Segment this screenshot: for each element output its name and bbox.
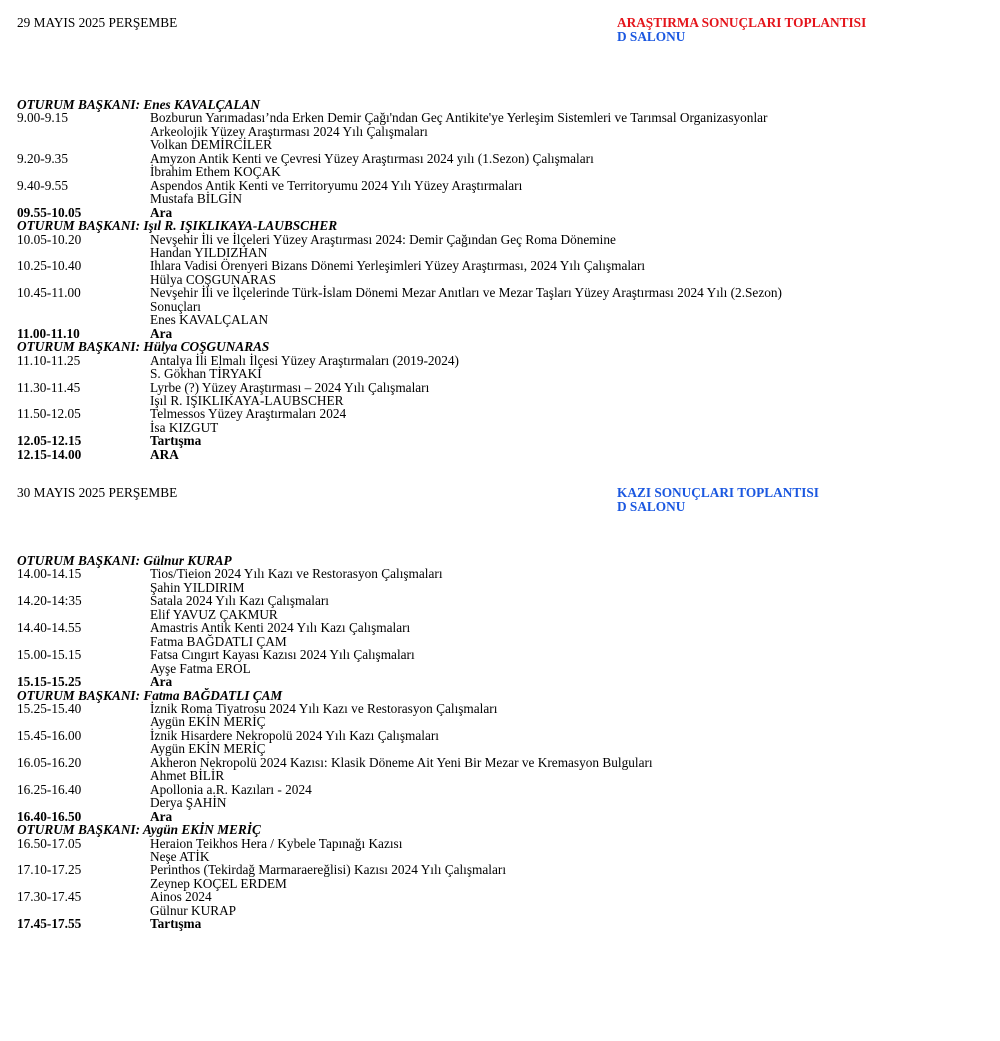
break-label: Ara xyxy=(150,325,173,341)
talk-title-line: Sonuçları xyxy=(150,298,201,314)
talk-details xyxy=(150,837,987,864)
talk-title-line: Ainos 2024 xyxy=(150,889,212,905)
talk-row xyxy=(17,407,987,434)
speaker-name: Enes KAVALÇALAN xyxy=(150,312,269,328)
session-chair: OTURUM BAŞKANI: Enes KAVALÇALAN xyxy=(17,97,260,112)
day1-date: 29 MAYIS 2025 PERŞEMBE xyxy=(17,15,178,30)
talk-time: 14.00-14.15 xyxy=(17,566,82,582)
speaker-name: Neşe ATİK xyxy=(150,848,210,864)
talk-details xyxy=(150,567,987,594)
talk-title-line: Nevşehir İli ve İlçelerinde Türk-İslam Dönemi Mezar Anıtları ve Mezar Taşları Yüzey Araştırması 2024 Yılı (2.Sezon) xyxy=(150,285,782,301)
speaker-name: Hülya COŞGUNARAS xyxy=(150,271,276,287)
day2-date: 30 MAYIS 2025 PERŞEMBE xyxy=(17,485,178,500)
talk-time: 17.30-17.45 xyxy=(17,889,82,905)
day2-section xyxy=(17,486,987,931)
talk-details xyxy=(150,648,987,675)
break-row xyxy=(17,810,987,823)
break-time: 11.00-11.10 xyxy=(17,325,80,341)
talk-time: 10.05-10.20 xyxy=(17,231,82,247)
talk-time: 9.20-9.35 xyxy=(17,150,68,166)
talk-row xyxy=(17,621,987,648)
break-time: 12.15-14.00 xyxy=(17,446,82,462)
talk-time: 16.05-16.20 xyxy=(17,754,82,770)
talk-title-line: Fatsa Cıngırt Kayası Kazısı 2024 Yılı Çalışmaları xyxy=(150,647,415,663)
talk-time: 15.25-15.40 xyxy=(17,700,82,716)
day2-hall: D SALONU xyxy=(617,499,686,514)
break-row xyxy=(17,917,987,930)
talk-row xyxy=(17,179,987,206)
talk-details xyxy=(150,756,987,783)
talk-row xyxy=(17,729,987,756)
talk-details xyxy=(150,286,987,326)
talk-title-line: Akheron Nekropolü 2024 Kazısı: Klasik Döneme Ait Yeni Bir Mezar ve Kremasyon Bulguları xyxy=(150,754,653,770)
talk-time: 9.40-9.55 xyxy=(17,177,68,193)
talk-title-line: Lyrbe (?) Yüzey Araştırması – 2024 Yılı Çalışmaları xyxy=(150,379,430,395)
break-label: Tartışma xyxy=(150,433,202,449)
day1-title-block xyxy=(617,16,866,44)
talk-details xyxy=(150,233,987,260)
talk-time: 15.00-15.15 xyxy=(17,647,82,663)
talk-row xyxy=(17,354,987,381)
talk-title-line: Amastris Antik Kenti 2024 Yılı Kazı Çalışmaları xyxy=(150,620,411,636)
talk-title-line: İznik Hisardere Nekropolü 2024 Yılı Kazı Çalışmaları xyxy=(150,727,439,743)
speaker-name: Fatma BAĞDATLI ÇAM xyxy=(150,633,287,649)
talk-details xyxy=(150,381,987,408)
talk-title-line: Ihlara Vadisi Örenyeri Bizans Dönemi Yerleşimleri Yüzey Araştırması, 2024 Yılı Çalışmaları xyxy=(150,258,646,274)
day2-title-block xyxy=(617,486,819,514)
break-label: Ara xyxy=(150,674,173,690)
talk-title-line: Aspendos Antik Kenti ve Territoryumu 2024 Yılı Yüzey Araştırmaları xyxy=(150,177,523,193)
break-label: ARA xyxy=(150,446,179,462)
talk-details xyxy=(150,621,987,648)
talk-details xyxy=(150,729,987,756)
speaker-name: Derya ŞAHİN xyxy=(150,795,227,811)
talk-time: 9.00-9.15 xyxy=(17,110,68,126)
talk-row xyxy=(17,837,987,864)
talk-details xyxy=(150,354,987,381)
talk-title-line: Apollonia a.R. Kazıları - 2024 xyxy=(150,781,312,797)
talk-row xyxy=(17,286,987,326)
break-time: 09.55-10.05 xyxy=(17,204,82,220)
talk-details xyxy=(150,111,987,151)
talk-title-line: Satala 2024 Yılı Kazı Çalışmaları xyxy=(150,593,329,609)
talk-row xyxy=(17,259,987,286)
talk-row xyxy=(17,152,987,179)
talk-details xyxy=(150,259,987,286)
break-row xyxy=(17,448,987,461)
talk-title-line: İznik Roma Tiyatrosu 2024 Yılı Kazı ve Restorasyon Çalışmaları xyxy=(150,700,498,716)
speaker-name: Şahin YILDIRIM xyxy=(150,579,245,595)
break-label: Ara xyxy=(150,204,173,220)
talk-time: 14.20-14:35 xyxy=(17,593,82,609)
talk-details xyxy=(150,594,987,621)
speaker-name: Handan YILDIZHAN xyxy=(150,244,268,260)
talk-details xyxy=(150,890,987,917)
break-row xyxy=(17,327,987,340)
day2-meeting-title: KAZI SONUÇLARI TOPLANTISI xyxy=(617,485,819,500)
talk-time: 10.25-10.40 xyxy=(17,258,82,274)
speaker-name: Mustafa BİLGİN xyxy=(150,191,242,207)
speaker-name: S. Gökhan TİRYAKİ xyxy=(150,366,262,382)
talk-time: 17.10-17.25 xyxy=(17,862,82,878)
talk-title-line: Tios/Tieion 2024 Yılı Kazı ve Restorasyon Çalışmaları xyxy=(150,566,443,582)
session-chair: OTURUM BAŞKANI: Fatma BAĞDATLI ÇAM xyxy=(17,687,283,703)
break-time: 12.05-12.15 xyxy=(17,433,82,449)
talk-time: 16.25-16.40 xyxy=(17,781,82,797)
talk-title-line: Nevşehir İli ve İlçeleri Yüzey Araştırması 2024: Demir Çağından Geç Roma Dönemine xyxy=(150,231,616,247)
break-row xyxy=(17,434,987,447)
talk-row xyxy=(17,648,987,675)
break-label: Tartışma xyxy=(150,916,202,932)
talk-details xyxy=(150,407,987,434)
talk-row xyxy=(17,702,987,729)
talk-row xyxy=(17,233,987,260)
talk-details xyxy=(150,152,987,179)
talk-row xyxy=(17,863,987,890)
session-chair: OTURUM BAŞKANI: Aygün EKİN MERİÇ xyxy=(17,822,261,838)
speaker-name: İbrahim Ethem KOÇAK xyxy=(150,164,281,180)
day1-schedule xyxy=(17,98,987,461)
talk-row xyxy=(17,567,987,594)
break-time: 15.15-15.25 xyxy=(17,674,82,690)
speaker-name: İsa KIZGUT xyxy=(150,419,219,435)
talk-time: 11.30-11.45 xyxy=(17,379,81,395)
talk-details xyxy=(150,179,987,206)
session-chair: OTURUM BAŞKANI: Hülya COŞGUNARAS xyxy=(17,339,270,355)
speaker-name: Aygün EKİN MERİÇ xyxy=(150,714,266,730)
talk-time: 16.50-17.05 xyxy=(17,835,82,851)
talk-title-line: Amyzon Antik Kenti ve Çevresi Yüzey Araştırması 2024 yılı (1.Sezon) Çalışmaları xyxy=(150,150,594,166)
talk-row xyxy=(17,111,987,151)
talk-row xyxy=(17,381,987,408)
day1-hall: D SALONU xyxy=(617,29,686,44)
talk-title-line: Arkeolojik Yüzey Araştırması 2024 Yılı Çalışmaları xyxy=(150,123,428,139)
talk-row xyxy=(17,756,987,783)
talk-title-line: Bozburun Yarımadası’nda Erken Demir Çağı'ndan Geç Antikite'ye Yerleşim Sistemleri ve Tarımsal Organizasyonlar xyxy=(150,110,768,126)
break-time: 17.45-17.55 xyxy=(17,916,82,932)
break-row xyxy=(17,675,987,688)
talk-time: 10.45-11.00 xyxy=(17,285,81,301)
speaker-name: Ayşe Fatma EROL xyxy=(150,660,251,676)
day1-section xyxy=(17,16,987,461)
break-row xyxy=(17,206,987,219)
break-time: 16.40-16.50 xyxy=(17,808,82,824)
talk-time: 15.45-16.00 xyxy=(17,727,82,743)
day1-meeting-title: ARAŞTIRMA SONUÇLARI TOPLANTISI xyxy=(617,15,867,30)
speaker-name: Elif YAVUZ ÇAKMUR xyxy=(150,606,278,622)
talk-row xyxy=(17,594,987,621)
speaker-name: Zeynep KOÇEL ERDEM xyxy=(150,875,287,891)
talk-details xyxy=(150,783,987,810)
day1-header xyxy=(17,16,987,56)
talk-time: 14.40-14.55 xyxy=(17,620,82,636)
talk-details xyxy=(150,863,987,890)
talk-row xyxy=(17,890,987,917)
speaker-name: Volkan DEMİRCİLER xyxy=(150,137,273,153)
talk-title-line: Antalya İli Elmalı İlçesi Yüzey Araştırmaları (2019-2024) xyxy=(150,352,459,368)
session-chair: OTURUM BAŞKANI: Işıl R. IŞIKLIKAYA-LAUBSCHER xyxy=(17,218,338,234)
day2-header xyxy=(17,486,987,526)
session-chair: OTURUM BAŞKANI: Gülnur KURAP xyxy=(17,553,232,568)
talk-details xyxy=(150,702,987,729)
talk-time: 11.10-11.25 xyxy=(17,352,81,368)
speaker-name: Aygün EKİN MERİÇ xyxy=(150,741,266,757)
speaker-name: Gülnur KURAP xyxy=(150,902,237,918)
speaker-name: Ahmet BİLİR xyxy=(150,768,225,784)
talk-time: 11.50-12.05 xyxy=(17,406,81,422)
break-label: Ara xyxy=(150,808,173,824)
speaker-name: Işıl R. IŞIKLIKAYA-LAUBSCHER xyxy=(150,392,344,408)
talk-title-line: Heraion Teikhos Hera / Kybele Tapınağı Kazısı xyxy=(150,835,403,851)
talk-row xyxy=(17,783,987,810)
talk-title-line: Telmessos Yüzey Araştırmaları 2024 xyxy=(150,406,347,422)
day2-schedule xyxy=(17,554,987,931)
talk-title-line: Perinthos (Tekirdağ Marmaraereğlisi) Kazısı 2024 Yılı Çalışmaları xyxy=(150,862,507,878)
